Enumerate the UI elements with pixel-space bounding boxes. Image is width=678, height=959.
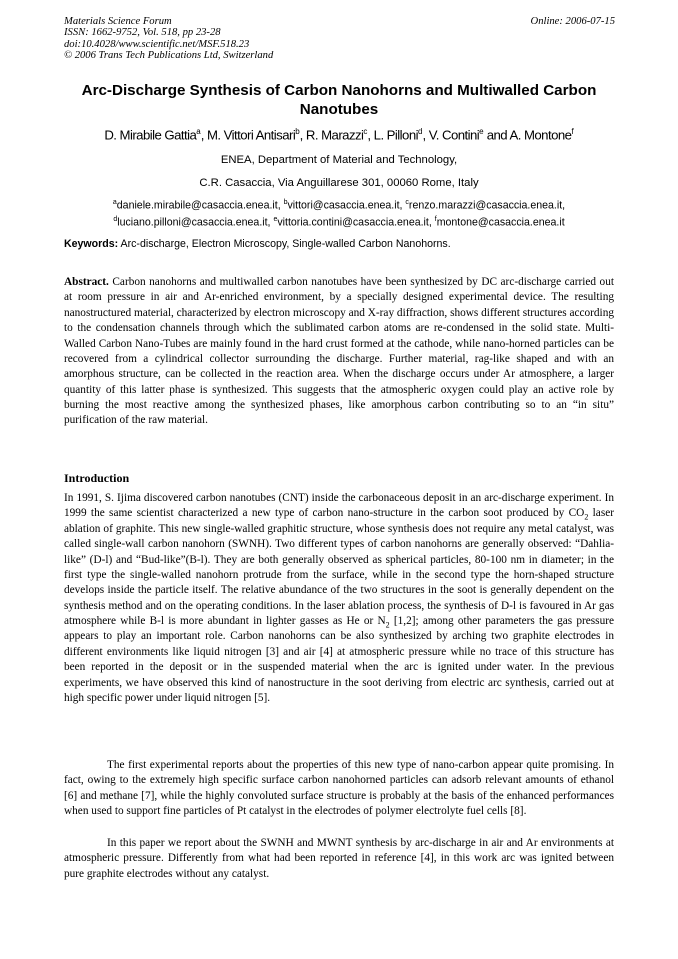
email-line-2: $^d$luciano.pilloni@casaccia.enea.it, $^e$vittoria.contini@casaccia.enea.it, $^f$montone@casaccia.enea.it — [113, 216, 565, 229]
author-list: D. Mirabile Gattia$^a$, M. Vittori Antisari$^b$, R. Marazzi$^c$, L. Pilloni$^d$, V. Contini$^e$ and A. Montone$^f$ — [104, 127, 574, 143]
journal-name: Materials Science Forum — [64, 16, 172, 27]
journal-copyright: © 2006 Trans Tech Publications Ltd, Switzerland — [64, 49, 274, 61]
introduction-heading: Introduction — [64, 471, 130, 485]
journal-doi: doi:10.4028/www.scientific.net/MSF.518.23 — [64, 38, 250, 50]
email-b[interactable]: vittori@casaccia.enea.it, — [287, 199, 406, 212]
journal-issn: ISSN: 1662-9752, Vol. 518, pp 23-28 — [64, 27, 221, 39]
email-e[interactable]: vittoria.contini@casaccia.enea.it, — [277, 216, 435, 229]
abstract-label: Abstract. — [64, 276, 109, 288]
author-sup: a — [196, 127, 201, 136]
introduction-paragraph-2: The first experimental reports about the properties of this new type of nano-carbon appear quite promising. In fact, owing to the extremely high specific surface carbon nanohorned particles can adsorb relevant amounts of ethanol [6] and methane [7], while the highly convoluted surface structure is probably at the basis of the enhanced performances when used to support fine particles of Pt catalyst in the electrodes of polymer electrolyte fuel cells [8]. — [64, 759, 614, 818]
author-name: R. Marazzi — [305, 127, 364, 143]
author-name: D. Mirabile Gattia — [104, 127, 197, 143]
paper-title: Arc-Discharge Synthesis of Carbon Nanohorns and Multiwalled Carbon Nanotubes — [81, 82, 597, 118]
email-line-1: $^a$daniele.mirabile@casaccia.enea.it, $^b$vittori@casaccia.enea.it, $^c$renzo.marazzi@casaccia.enea.it, — [112, 199, 566, 212]
email-list — [0, 196, 678, 230]
author-sup: d — [418, 127, 423, 136]
author-sup: e — [479, 127, 484, 136]
online-date: Online: 2006-07-15 — [530, 16, 615, 27]
abstract — [64, 275, 614, 429]
email-f[interactable]: montone@casaccia.enea.it — [436, 216, 565, 229]
email-a[interactable]: daniele.mirabile@casaccia.enea.it, — [116, 199, 284, 212]
author-name: L. Pilloni — [373, 127, 419, 143]
email-c[interactable]: renzo.marazzi@casaccia.enea.it, — [408, 199, 566, 212]
author-name: M. Vittori Antisari — [206, 127, 296, 143]
introduction-paragraph-3: In this paper we report about the SWNH and MWNT synthesis by arc-discharge in air and Ar environments at atmospheric pressure. Differently from what had been reported in reference [4], in this work arc was ignited between pure graphite electrodes without any catalyst. — [64, 837, 614, 880]
keywords-text: Arc-discharge, Electron Microscopy, Single-walled Carbon Nanohorns. — [118, 238, 451, 250]
author-sup: c — [363, 127, 368, 136]
keywords-label: Keywords: — [64, 238, 119, 250]
author-name: V. Contini — [428, 127, 480, 143]
email-d[interactable]: luciano.pilloni@casaccia.enea.it, — [117, 216, 274, 229]
introduction-paragraph-1: In 1991, S. Ijima discovered carbon nanotubes (CNT) inside the carbonaceous deposit in an arc-discharge experiment. In 1999 the same scientist characterized a new type of carbon nano-structure in the carbon soot produced by $CO_2$ laser ablation of graphite. This new single-walled graphitic structure, whose synthesis does not require any metal catalyst, was called single-wall carbon nanohorn (SWNH). Two different types of carbon nanohorns are generally observed: “Dahlia-like” (D-l) and “Bud-like”(B-l). They are both generally observed as spherical particles, 80-100 nm in diameter; in the first type the single-walled nanohorn protrude from the surface, while in the second type the horn-shaped structure develops inside the particle itself. The relative abundance of the two structures in the soot is generally dependent on the synthesis method and on the operating conditions. In the laser ablation process, the synthesis of D-l is favoured in Ar gas atmosphere while B-l is more abundant in lighter gasses as He or $N_2$ [1,2]; among other parameters the gas pressure appears to play an important role. Carbon nanohorns can be also synthesized by arching two graphite electrodes in different environments like liquid nitrogen [3] and air [4] at atmospheric pressure while no trace of this structure has been reported in the deposit or in the suspended material when the arc is ignited under water. In the previous experiments, we have observed this kind of nanostructure in the soot deriving from electric arc synthesis, carried out at high specific power under liquid nitrogen [5]. — [64, 492, 614, 704]
journal-header — [64, 16, 273, 61]
abstract-text: Carbon nanohorns and multiwalled carbon nanotubes have been synthesized by DC arc-discharge carried out at room pressure in air and Ar-enriched environment, by a specially designed experimental device. The resulting nanostructured material, characterized by electron microscopy and X-ray diffraction, shows different structures according to the condensation channels through which the sublimated carbon atoms are re-condensed in the solid state. Multi-Walled Carbon Nano-Tubes are mainly found in the hard crust formed at the cathode, while nano-horned particles can be recovered from a cylindrical collector surrounding the discharge. Further material, rag-like shaped and with an amorphous structure, can be collected in the reaction area. When the discharge occurs under Ar atmosphere, a larger quantity of this latter phase is synthesized. This suggests that the atmospheric oxygen could play an active role by burning the most reactive among the synthesized phases, like amorphous carbon contributing so to an “in situ” purification of the raw material. — [64, 276, 614, 427]
author-name: A. Montone — [509, 127, 572, 143]
author-sup: b — [295, 127, 300, 136]
keywords — [64, 238, 451, 250]
affiliation-line-2: C.R. Casaccia, Via Anguillarese 301, 00060 Rome, Italy — [199, 177, 479, 189]
affiliation-line-1: ENEA, Department of Material and Technology, — [220, 154, 458, 166]
author-sup: f — [571, 127, 574, 136]
